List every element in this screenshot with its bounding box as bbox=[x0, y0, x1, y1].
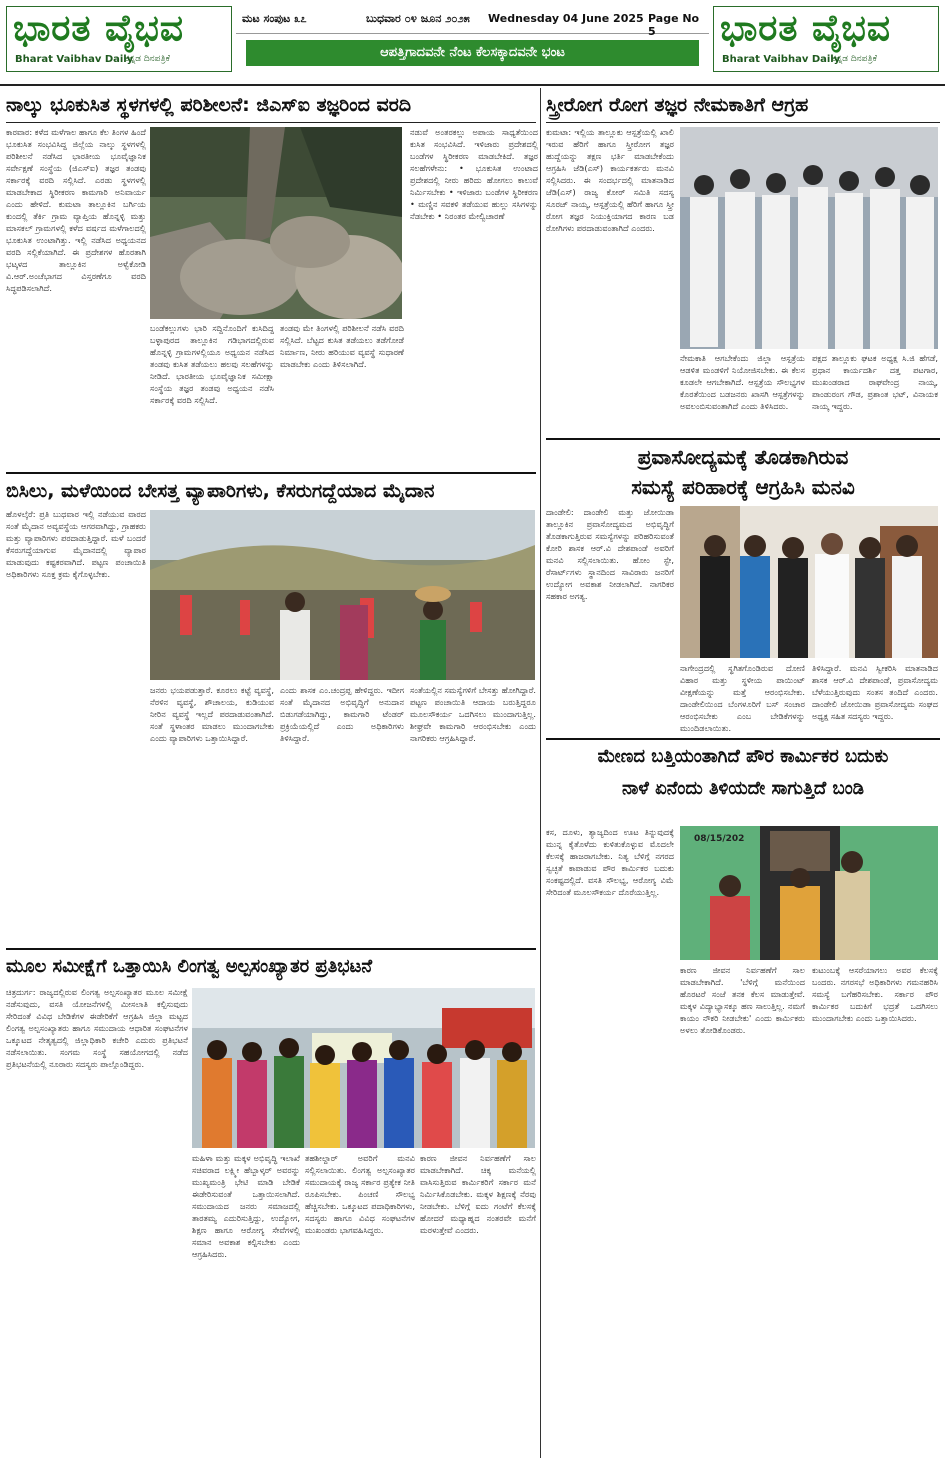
article-headline-protest: ಮೂಲ ಸಮೀಕ್ಷೆಗೆ ಒತ್ತಾಯಿಸಿ ಲಿಂಗತ್ವ ಅಲ್ಪಸಂಖ್ಯಾತರ ಪ್ರತಿಭಟನೆ bbox=[6, 956, 373, 977]
photo-protest bbox=[192, 988, 535, 1148]
article-body-market-col4: ಸಂತೆಯಲ್ಲಿನ ಸಮಸ್ಯೆಗಳಿಗೆ ಬೇಸತ್ತು ಹೋಗಿದ್ದಾರೆ. ಪಟ್ಟಣ ಪಂಚಾಯಿತಿ ಆದಾಯ ಬರುತ್ತಿದ್ದರೂ ಮೂಲಸೌಕರ್ಯ ಒದಗಿಸಲು ಮುಂದಾಗುತ್ತಿಲ್ಲ. ಶೀಘ್ರವೇ ಕಾಮಗಾರಿ ಆರಂಭಿಸಬೇಕು ಎಂದು ನಾಗರಿಕರು ಆಗ್ರಹಿಸಿದ್ದಾರೆ. bbox=[410, 685, 536, 743]
date-english: Wednesday 04 June 2025 bbox=[488, 12, 644, 25]
article-body-market-col3: ಎಂದು ಶಾಸಕ ಎಂ.ಚಂದ್ರಪ್ಪ ಹೇಳಿದ್ದರು. ಇದೀಗ ಸಂತೆ ಮೈದಾನದ ಅಭಿವೃದ್ಧಿಗೆ ಅನುದಾನ ಬಿಡುಗಡೆಯಾಗಿದ್ದು, ಕಾಮಗಾರಿ ಟೆಂಡರ್ ಪ್ರಕ್ರಿಯೆಯಲ್ಲಿದೆ ಎಂದು ಅಧಿಕಾರಿಗಳು ತಿಳಿಸಿದ್ದಾರೆ. bbox=[280, 685, 404, 743]
protest-image bbox=[192, 988, 535, 1148]
logo-sub-kn: ಕನ್ನಡ ದಿನಪತ್ರಿಕೆ bbox=[125, 54, 171, 64]
article-body-landslide-col2: ಬಂಡೆಕಲ್ಲುಗಳು ಭಾರಿ ಸದ್ದಿನೊಂದಿಗೆ ಕುಸಿದಿದ್ದ ಬಳ್ಳಾಪುರದ ತಾಲ್ಲೂಕಿನ ಗಡಿಭಾಗದಲ್ಲಿರುವ ಹೊನ್ನಳ್ಳಿ ಗ್ರಾಮಗಳಲ್ಲಿಯೂ ಅಧ್ಯಯನ ನಡೆಸಿದ ತಂಡವು ಕುಸಿತ ತಡೆಯಲು ಹಲವು ಸಲಹೆಗಳನ್ನು ನೀಡಿದೆ. ಭಾರತೀಯ ಭೂವೈಜ್ಞಾನಿಕ ಸಮೀಕ್ಷಾ ಸಂಸ್ಥೆಯ ತಜ್ಞರ ತಂಡವು ಅಧ್ಯಯನ ನಡೆಸಿ ಸರ್ಕಾರಕ್ಕೆ ವರದಿ ಸಲ್ಲಿಸಿದೆ. bbox=[150, 323, 274, 405]
divider bbox=[546, 438, 940, 440]
photo-market bbox=[150, 510, 535, 680]
article-headline-workers-line1: ಮೇಣದ ಬತ್ತಿಯಂತಾಗಿದೆ ಪೌರ ಕಾರ್ಮಿಕರ ಬದುಕು bbox=[597, 746, 889, 767]
photo-landslide bbox=[150, 127, 402, 319]
article-body-tourism-col1: ದಾಂಡೇಲಿ: ದಾಂಡೇಲಿ ಮತ್ತು ಜೋಯಿಡಾ ತಾಲ್ಲೂಕಿನ ಪ್ರವಾಸೋದ್ಯಮದ ಅಭಿವೃದ್ಧಿಗೆ ತೊಡಕಾಗುತ್ತಿರುವ ಸಮಸ್ಯೆಗಳನ್ನು ಪರಿಹರಿಸುವಂತೆ ಕೋರಿ ಶಾಸಕ ಆರ್.ವಿ ದೇಶಪಾಂಡೆ ಅವರಿಗೆ ಮನವಿ ಸಲ್ಲಿಸಲಾಯಿತು. ಹೋಂ ಸ್ಟೇ, ರೆಸಾರ್ಟ್‌ಗಳು ಸ್ಥಾನದಿಂದ ಸಾವಿರಾರು ಜನರಿಗೆ ಉದ್ಯೋಗ ಅವಕಾಶ ನೀಡಲಾಗಿದೆ. ನಾಗರಿಕರ ಸಹಕಾರ ಅಗತ್ಯ. bbox=[546, 507, 674, 601]
article-body-landslide-col1: ಕಾರವಾರ: ಕಳೆದ ಮಳೆಗಾಲ ಹಾಗೂ ಕೆಲ ತಿಂಗಳ ಹಿಂದೆ ಭೂಕುಸಿತ ಸಂಭವಿಸಿದ್ದ ಜಿಲ್ಲೆಯ ನಾಲ್ಕು ಸ್ಥಳಗಳಲ್ಲಿ ಪರಿಶೀಲನೆ ನಡೆಸಿದ ಭಾರತೀಯ ಭೂವೈಜ್ಞಾನಿಕ ಸರ್ವೇಕ್ಷಣೆ ಸಂಸ್ಥೆಯ (ಜಿಎಸ್‌ಐ) ತಜ್ಞರ ತಂಡವು ಸರ್ಕಾರಕ್ಕೆ ವರದಿ ಸಲ್ಲಿಸಿದೆ. ಎರಡು ಸ್ಥಳಗಳಲ್ಲಿ ಮಾಡಬೇಕಾದ ಸ್ಥಿರೀಕರಣ ಕಾಮಗಾರಿ ಅನಿವಾರ್ಯ ಎಂದು ಹೇಳಿದೆ. ಕುಮಟಾ ತಾಲ್ಲೂಕಿನ ಬರ್ಗಿಯ ಕುಂದಲ್ಲಿ ತೆರ್ಕಿ ಗ್ರಾಮ ವ್ಯಾಪ್ತಿಯ ಹೊನ್ನಳ್ಳಿ ಮತ್ತು ಮಾಸಕಲ್ ಗ್ರಾಮಗಳಲ್ಲಿ ಕಳೆದ ವರ್ಷದ ಮಳೆಗಾಲದಲ್ಲಿ ಭೂಕುಸಿತ ಉಂಟಾಗಿತ್ತು. ಇಲ್ಲಿ ನಡೆಸಿದ ಅಧ್ಯಯನದ ವರದಿ ಸಲ್ಲಿಕೆಯಾಗಿದೆ. ಈ ಪ್ರದೇಶಗಳ ಹೊರತಾಗಿ ಭಟ್ಕಳದ ತಾಲ್ಲೂಕಿನ ಅಳ್ವೆಕೋಡಿ ವಿ.ಆರ್.ಅಂಚೆಭಾಗದ ವಿಸ್ತರಣೆಗೂ ವರದಿ ಸಿದ್ಧಪಡಿಸಲಾಗಿದೆ. bbox=[6, 127, 146, 293]
logo-sub-kn: ಕನ್ನಡ ದಿನಪತ್ರಿಕೆ bbox=[832, 54, 878, 64]
article-headline-gynecologist: ಸ್ತ್ರೀರೋಗ ರೋಗ ತಜ್ಞರ ನೇಮಕಾತಿಗೆ ಆಗ್ರಹ bbox=[546, 94, 809, 116]
article-headline-workers-line2: ನಾಳೆ ಏನೆಂದು ತಿಳಿಯದೇ ಸಾಗುತ್ತಿದೆ ಬಂಡಿ bbox=[621, 778, 865, 799]
article-body-tourism-col3: ತಿಳಿಸಿದ್ದಾರೆ. ಮನವಿ ಸ್ವೀಕರಿಸಿ ಮಾತನಾಡಿದ ಶಾಸಕ ಆರ್.ವಿ ದೇಶಪಾಂಡೆ, ಪ್ರವಾಸೋದ್ಯಮ ಬೆಳೆಯುತ್ತಿರುವುದು ಸಂತಸ ತಂದಿದೆ ಎಂದರು. ದಾಂಡೇಲಿ ಜೋಯಿಡಾ ಪ್ರವಾಸೋದ್ಯಮ ಸಂಘದ ಅಧ್ಯಕ್ಷ ಸಹಿತ ಸದಸ್ಯರು ಇದ್ದರು. bbox=[812, 663, 938, 721]
workers-image bbox=[680, 826, 938, 960]
article-body-tourism-col2: ನಾಗೇಂದ್ರದಲ್ಲಿ ಸ್ಥಗಿತಗೊಂಡಿರುವ ದೋಣಿ ವಿಹಾರ ಮತ್ತು ಸ್ಥಳೀಯ ಪಾಯಿಂಟ್ ವೀಕ್ಷಣೆಯನ್ನು ಮತ್ತೆ ಆರಂಭಿಸಬೇಕು. ದಾಂಡೇಲಿಯಿಂದ ಬೆಂಗಳೂರಿಗೆ ಬಸ್ ಸಂಚಾರ ಆರಂಭಿಸಬೇಕು ಎಂಬ ಬೇಡಿಕೆಗಳನ್ನು ಮುಂದಿಡಲಾಯಿತು. bbox=[680, 663, 805, 733]
logo-sub-en: Bharat Vaibhav Daily bbox=[722, 54, 841, 65]
logo-text: ಭಾರತ ವೈಭವ bbox=[13, 7, 184, 49]
article-body-workers-col1: ಕಸ, ದೂಳು, ತ್ಯಾಜ್ಯದಿಂದ ಊಟ ತಿನ್ನುವುದಕ್ಕೆ ಮುನ್ನ ಕೈತೊಳೆದು ಕುಳಿತುಕೊಳ್ಳುವ ಮೊದಲೇ ಕೆಲಸಕ್ಕೆ ಹಾಜರಾಗಬೇಕು. ನಿತ್ಯ ಬೆಳಿಗ್ಗೆ ನಗರದ ಸ್ವಚ್ಛತೆ ಕಾಪಾಡುವ ಪೌರ ಕಾರ್ಮಿಕರ ಬದುಕು ಸಂಕಷ್ಟದಲ್ಲಿದೆ. ವಸತಿ ಸೌಲಭ್ಯ, ಆರೋಗ್ಯ ವಿಮೆ ಸೇರಿದಂತೆ ಮೂಲಸೌಕರ್ಯ ದೊರೆಯುತ್ತಿಲ್ಲ. bbox=[546, 827, 674, 897]
landslide-image bbox=[150, 127, 402, 319]
article-body-market-col1: ಹೊಳಲ್ಕೆರೆ: ಪ್ರತಿ ಬುಧವಾರ ಇಲ್ಲಿ ನಡೆಯುವ ವಾರದ ಸಂತೆ ಮೈದಾನ ಅವ್ಯವಸ್ಥೆಯ ಆಗರವಾಗಿದ್ದು, ಗ್ರಾಹಕರು ಮತ್ತು ವ್ಯಾಪಾರಿಗಳು ಪರದಾಡುತ್ತಿದ್ದಾರೆ. ಮಳೆ ಬಂದರೆ ಕೆಸರುಗದ್ದೆಯಾಗುವ ಮೈದಾನದಲ್ಲಿ ವ್ಯಾಪಾರ ಮಾಡುವುದು ಕಷ್ಟಕರವಾಗಿದೆ. ಪಟ್ಟಣ ಪಂಚಾಯಿತಿ ಅಧಿಕಾರಿಗಳು ಸೂಕ್ತ ಕ್ರಮ ಕೈಗೊಳ್ಳಬೇಕು. bbox=[6, 509, 146, 579]
petition-image bbox=[680, 127, 938, 349]
article-headline-tourism-line1: ಪ್ರವಾಸೋದ್ಯಮಕ್ಕೆ ತೊಡಕಾಗಿರುವ bbox=[637, 445, 849, 469]
logo-sub-en: Bharat Vaibhav Daily bbox=[15, 54, 134, 65]
masthead bbox=[0, 0, 945, 86]
column-divider bbox=[540, 88, 541, 1458]
date-kannada: ಬುಧವಾರ ೦೪ ಜೂನ ೨೦೨೫ bbox=[366, 12, 470, 25]
page-number: Page No 5 bbox=[648, 12, 700, 38]
divider bbox=[546, 122, 940, 123]
photo-workers-family bbox=[680, 826, 938, 960]
article-body-landslide-col3: ತಂಡವು ಮೇ ತಿಂಗಳಲ್ಲಿ ಪರಿಶೀಲನೆ ನಡೆಸಿ ವರದಿ ಸಲ್ಲಿಸಿದೆ. ಬೆಟ್ಟದ ಕುಸಿತ ತಡೆಯಲು ತಡೆಗೋಡೆ ನಿರ್ಮಾಣ, ನೀರು ಹರಿಯುವ ವ್ಯವಸ್ಥೆ ಸುಧಾರಣೆ ಮಾಡಬೇಕು ಎಂದು ತಿಳಿಸಲಾಗಿದೆ. bbox=[280, 323, 404, 369]
article-headline-tourism-line2: ಸಮಸ್ಯೆ ಪರಿಹಾರಕ್ಕೆ ಆಗ್ರಹಿಸಿ ಮನವಿ bbox=[631, 475, 855, 499]
house-number: 08/15/202 bbox=[694, 834, 745, 844]
article-body-protest-col2: ಮಹಿಳಾ ಮತ್ತು ಮಕ್ಕಳ ಅಭಿವೃದ್ಧಿ ಇಲಾಖೆ ಸಚಿವರಾದ ಲಕ್ಷ್ಮೀ ಹೆಬ್ಬಾಳ್ಕರ್ ಅವರನ್ನು ಮುಖ್ಯಮಂತ್ರಿ ಭೇಟಿ ಮಾಡಿ ಬೇಡಿಕೆ ಈಡೇರಿಸುವಂತೆ ಒತ್ತಾಯಿಸಲಾಗಿದೆ. ಸಮುದಾಯದ ಜನರು ಸಮಾಜದಲ್ಲಿ ತಾರತಮ್ಯ ಎದುರಿಸುತ್ತಿದ್ದು, ಉದ್ಯೋಗ, ಶಿಕ್ಷಣ ಹಾಗೂ ಆರೋಗ್ಯ ಸೇವೆಗಳಲ್ಲಿ ಸಮಾನ ಅವಕಾಶ ಕಲ್ಪಿಸಬೇಕು ಎಂದು ಆಗ್ರಹಿಸಿದರು. bbox=[192, 1153, 300, 1259]
article-body-workers-col3: ಕುಟುಂಬಕ್ಕೆ ಆಸರೆಯಾಗಲು ಅವರ ಕೆಲಸಕ್ಕೆ ಬಂದರು. ನಗರಸಭೆ ಅಧಿಕಾರಿಗಳು ಗಮನಹರಿಸಿ ಸಮಸ್ಯೆ ಬಗೆಹರಿಸಬೇಕು. ಸರ್ಕಾರ ಪೌರ ಕಾರ್ಮಿಕರ ಬದುಕಿಗೆ ಭದ್ರತೆ ಒದಗಿಸಲು ಮುಂದಾಗಬೇಕು ಎಂದು ಒತ್ತಾಯಿಸಿದರು. bbox=[812, 965, 938, 1023]
article-body-market-col2: ಜನರು ಭಯಪಡುತ್ತಾರೆ. ಕೂರಲು ಕಟ್ಟೆ ವ್ಯವಸ್ಥೆ, ನೆರಳಿನ ವ್ಯವಸ್ಥೆ, ಶೌಚಾಲಯ, ಕುಡಿಯುವ ನೀರಿನ ವ್ಯವಸ್ಥೆ ಇಲ್ಲದೆ ಪರದಾಡುವಂತಾಗಿದೆ. ಸಂತೆ ಸ್ಥಳಾಂತರ ಮಾಡಲು ಮುಂದಾಗಬೇಕು ಎಂದು ವ್ಯಾಪಾರಿಗಳು ಒತ್ತಾಯಿಸಿದ್ದಾರೆ. bbox=[150, 685, 274, 743]
masthead-logo-left bbox=[6, 6, 232, 72]
article-body-gynecologist-col3: ಪಕ್ಷದ ತಾಲ್ಲೂಕು ಘಟಕ ಅಧ್ಯಕ್ಷ ಸಿ.ಜಿ ಹೆಗಡೆ, ಪ್ರಧಾನ ಕಾರ್ಯದರ್ಶಿ ದತ್ತ ಪಟಗಾರ, ಮುಖಂಡರಾದ ರಾಘವೇಂದ್ರ ನಾಯ್ಕ, ಪಾಂಡುರಂಗ ಗೌಡ, ಪ್ರಶಾಂತ ಭಟ್, ವಿನಾಯಕ ನಾಯ್ಕ ಇದ್ದರು. bbox=[812, 353, 938, 411]
photo-gynecologist-petition bbox=[680, 127, 938, 349]
logo-text: ಭಾರತ ವೈಭವ bbox=[720, 7, 891, 49]
divider bbox=[6, 472, 536, 474]
issue-number: ಮಟ ಸಂಪುಟ ೩೭ bbox=[242, 12, 307, 25]
article-body-protest-col3: ತಹಶೀಲ್ದಾರ್ ಅವರಿಗೆ ಮನವಿ ಸಲ್ಲಿಸಲಾಯಿತು. ಲಿಂಗತ್ವ ಅಲ್ಪಸಂಖ್ಯಾತರ ಸಮುದಾಯಕ್ಕೆ ರಾಜ್ಯ ಸರ್ಕಾರ ಪ್ರತ್ಯೇಕ ನೀತಿ ರೂಪಿಸಬೇಕು. ಪಿಂಚಣಿ ಸೌಲಭ್ಯ ಹೆಚ್ಚಿಸಬೇಕು. ಒಕ್ಕೂಟದ ಪದಾಧಿಕಾರಿಗಳು, ಸದಸ್ಯರು ಹಾಗೂ ವಿವಿಧ ಸಂಘಟನೆಗಳ ಮುಖಂಡರು ಭಾಗವಹಿಸಿದ್ದರು. bbox=[305, 1153, 415, 1235]
article-body-gynecologist-col2: ನೇಮಕಾತಿ ಆಗಬೇಕೆಂದು ಜಿಲ್ಲಾ ಆಸ್ಪತ್ರೆಯ ಆಡಳಿತ ಮಂಡಳಿಗೆ ನಿಯೋಜಿಸಬೇಕು. ಈ ಕೆಲಸ ಕೂಡಲೇ ಆಗಬೇಕಾಗಿದೆ. ಆಸ್ಪತ್ರೆಯ ಸೌಲಭ್ಯಗಳ ಕೊರತೆಯಿಂದ ಬಡಜನರು ಖಾಸಗಿ ಆಸ್ಪತ್ರೆಗಳನ್ನು ಅವಲಂಬಿಸುವಂತಾಗಿದೆ ಎಂದು ತಿಳಿಸಿದರು. bbox=[680, 353, 805, 411]
article-body-protest-col4: ಕಾರಣ ಜೀವನ ನಿರ್ವಹಣೆಗೆ ಸಾಲ ಮಾಡಬೇಕಾಗಿದೆ. ಚಿಕ್ಕ ಮನೆಯಲ್ಲಿ ವಾಸಿಸುತ್ತಿರುವ ಕಾರ್ಮಿಕರಿಗೆ ಸರ್ಕಾರ ಮನೆ ನಿರ್ಮಿಸಿಕೊಡಬೇಕು. ಮಕ್ಕಳ ಶಿಕ್ಷಣಕ್ಕೆ ನೆರವು ನೀಡಬೇಕು. ಬೆಳಿಗ್ಗೆ ಐದು ಗಂಟೆಗೆ ಕೆಲಸಕ್ಕೆ ಹೋದರೆ ಮಧ್ಯಾಹ್ನದ ನಂತರವೇ ಮನೆಗೆ ಮರಳುತ್ತೇವೆ ಎಂದರು. bbox=[420, 1153, 536, 1235]
masthead-logo-right bbox=[713, 6, 939, 72]
article-headline-market: ಬಿಸಿಲು, ಮಳೆಯಿಂದ ಬೇಸತ್ತ ವ್ಯಾಪಾರಿಗಳು, ಕೆಸರುಗದ್ದೆಯಾದ ಮೈದಾನ bbox=[6, 480, 435, 502]
article-headline-landslide: ನಾಲ್ಕು ಭೂಕುಸಿತ ಸ್ಥಳಗಳಲ್ಲಿ ಪರಿಶೀಲನೆ: ಜಿಎಸ್‌ಐ ತಜ್ಞರಿಂದ ವರದಿ bbox=[6, 94, 412, 116]
divider bbox=[6, 948, 536, 950]
article-body-gynecologist-col1: ಕುಮಟಾ: ಇಲ್ಲಿಯ ತಾಲ್ಲೂಕು ಆಸ್ಪತ್ರೆಯಲ್ಲಿ ಖಾಲಿ ಇರುವ ಹೆರಿಗೆ ಹಾಗೂ ಸ್ತ್ರೀರೋಗ ತಜ್ಞರ ಹುದ್ದೆಯನ್ನು ತಕ್ಷಣ ಭರ್ತಿ ಮಾಡಬೇಕೆಂದು ಆಗ್ರಹಿಸಿ ಜೆಡಿ(ಎಸ್) ಕಾರ್ಯಕರ್ತರು ಮನವಿ ಸಲ್ಲಿಸಿದರು. ಈ ಸಂದರ್ಭದಲ್ಲಿ ಮಾತನಾಡಿದ ಜೆಡಿ(ಎಸ್) ರಾಜ್ಯ ಕೋರ್ ಸಮಿತಿ ಸದಸ್ಯ ಸೂರಜ್ ನಾಯ್ಕ, ಆಸ್ಪತ್ರೆಯಲ್ಲಿ ಹೆರಿಗೆ ಹಾಗೂ ಸ್ತ್ರೀ ರೋಗ ತಜ್ಞರ ನಿಯುಕ್ತಿಯಾಗದ ಕಾರಣ ಬಡ ರೋಗಿಗಳು ಪರದಾಡುವಂತಾಗಿದೆ ಎಂದರು. bbox=[546, 127, 674, 233]
tourism-image bbox=[680, 506, 938, 658]
divider bbox=[6, 122, 536, 123]
photo-tourism-petition bbox=[680, 506, 938, 658]
article-body-workers-col2: ಕಾರಣ ಜೀವನ ನಿರ್ವಹಣೆಗೆ ಸಾಲ ಮಾಡಬೇಕಾಗಿದೆ. 'ಬೆಳಿಗ್ಗೆ ಮನೆಯಿಂದ ಹೊರಟರೆ ಸಂಜೆ ತನಕ ಕೆಲಸ ಮಾಡುತ್ತೇವೆ. ಮಕ್ಕಳ ವಿದ್ಯಾಭ್ಯಾಸಕ್ಕೂ ಹಣ ಸಾಲುತ್ತಿಲ್ಲ. ನಮಗೆ ಕಾಯಂ ನೌಕರಿ ನೀಡಬೇಕು' ಎಂದು ಕಾರ್ಮಿಕರು ಅಳಲು ತೋಡಿಕೊಂಡರು. bbox=[680, 965, 805, 1035]
slogan-banner: ಆಪತ್ತಿಗಾದವನೇ ನೆಂಟ ಕೆಲಸಕ್ಕಾದವನೇ ಭಂಟ bbox=[246, 40, 699, 66]
article-body-landslide-col4: ನಡುವೆ ಅಂತರಕಲ್ಲು ಅಪಾಯ ಸಾಧ್ಯತೆಯಿಂದ ಕುಸಿತ ಸಂಭವಿಸಿದೆ. ಇಳಿಜಾರು ಪ್ರದೇಶದಲ್ಲಿ ಬಂಡೆಗಳ ಸ್ಥಿರೀಕರಣ ಮಾಡಬೇಕಿದೆ. ತಜ್ಞರ ಸಲಹೆಗಳೇನು: • ಭೂಕುಸಿತ ಉಂಟಾದ ಪ್ರದೇಶದಲ್ಲಿ ನೀರು ಹರಿದು ಹೋಗಲು ಕಾಲುವೆ ನಿರ್ಮಿಸಬೇಕು • ಇಳಿಜಾರು ಬಂಡೆಗಳ ಸ್ಥಿರೀಕರಣ • ಮಣ್ಣಿನ ಸವಕಳಿ ತಡೆಯುವ ಹುಲ್ಲು ಸಸಿಗಳನ್ನು ನೆಡಬೇಕು • ನಿರಂತರ ಮೇಲ್ವಿಚಾರಣೆ bbox=[410, 127, 538, 221]
masthead-center bbox=[236, 6, 709, 72]
divider bbox=[546, 738, 940, 740]
article-body-protest-col1: ಚಿತ್ರದುರ್ಗ: ರಾಜ್ಯದಲ್ಲಿರುವ ಲಿಂಗತ್ವ ಅಲ್ಪಸಂಖ್ಯಾತರ ಮೂಲ ಸಮೀಕ್ಷೆ ನಡೆಸುವುದು, ವಸತಿ ಯೋಜನೆಗಳಲ್ಲಿ ಮೀಸಲಾತಿ ಕಲ್ಪಿಸುವುದು ಸೇರಿದಂತೆ ವಿವಿಧ ಬೇಡಿಕೆಗಳ ಈಡೇರಿಕೆಗೆ ಆಗ್ರಹಿಸಿ ಜಿಲ್ಲಾ ಮಟ್ಟದ ಲಿಂಗತ್ವ ಅಲ್ಪಸಂಖ್ಯಾತರು ಹಾಗೂ ಸಮುದಾಯ ಆಧಾರಿತ ಸಂಘಟನೆಗಳ ಒಕ್ಕೂಟದ ನೇತೃತ್ವದಲ್ಲಿ ಜಿಲ್ಲಾಧಿಕಾರಿ ಕಚೇರಿ ಎದುರು ಪ್ರತಿಭಟನೆ ನಡೆಸಲಾಯಿತು. ಸಂಗಮ ಸಂಸ್ಥೆ ಸಹಯೋಗದಲ್ಲಿ ನಡೆದ ಪ್ರತಿಭಟನೆಯಲ್ಲಿ ನೂರಾರು ಸದಸ್ಯರು ಪಾಲ್ಗೊಂಡಿದ್ದರು. bbox=[6, 987, 188, 1069]
market-image bbox=[150, 510, 535, 680]
